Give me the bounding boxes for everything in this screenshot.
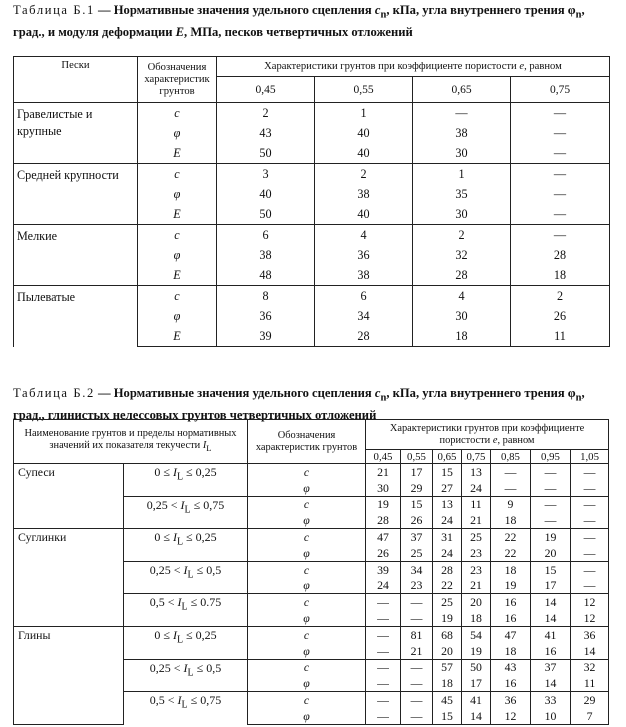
soil-name: Средней крупности [14,164,138,225]
value-cell: — [511,103,610,124]
value-cell: 2 [511,286,610,307]
value-cell: 22 [433,578,462,594]
symbol-cell: c [248,561,366,577]
value-cell: 3 [217,164,315,185]
soil-name: Суглинки [14,529,124,627]
table-row [14,464,609,480]
liquidity-range: $0,25 < I_L \le 0,75$ [124,496,248,529]
liquidity-range: $0,5 < I_L \le 0,75$ [124,692,248,725]
symbol-cell: E [138,326,217,347]
value-cell: 22 [491,545,531,561]
value-cell: — [571,545,609,561]
value-cell: 24 [433,545,462,561]
value-cell: 11 [511,326,610,347]
table2 [13,419,609,725]
table-row [14,286,610,307]
value-cell: 40 [217,184,315,204]
table2-head-e-value: 0,75 [462,450,491,464]
liquidity-range: $0 \le I_L \le 0,25$ [124,529,248,562]
table1-head-group: Характеристики грунтов при коэффициенте пористости e, равном [217,57,610,77]
table1-label: Таблица Б.1 [13,3,95,17]
table1-caption: Таблица Б.1 — Нормативные значения удельного сцепления $c_n$, кПа, угла внутреннего трения $\varphi_n$, град., и модуля деформации E, МПа, песков четвертичных отложений [13,3,585,40]
value-cell: 30 [413,306,511,326]
value-cell: 15 [531,561,571,577]
table2-head-e-value: 1,05 [571,450,609,464]
value-cell: 25 [401,545,433,561]
value-cell: 15 [401,496,433,512]
value-cell: 15 [433,464,462,480]
value-cell: 21 [462,512,491,528]
value-cell: 18 [491,643,531,659]
value-cell: 32 [571,659,609,675]
symbol-cell: φ [248,675,366,691]
symbol-cell: φ [248,708,366,724]
value-cell: — [366,594,401,610]
value-cell: 28 [366,512,401,528]
value-cell: 26 [511,306,610,326]
value-cell: 50 [217,204,315,225]
symbol-cell: E [138,143,217,164]
value-cell: 1 [315,103,413,124]
table2-head-e-value: 0,45 [366,450,401,464]
value-cell: 13 [462,464,491,480]
value-cell: 36 [315,245,413,265]
value-cell: — [511,204,610,225]
value-cell: 2 [315,164,413,185]
value-cell: — [511,123,610,143]
value-cell: 45 [433,692,462,708]
symbol-cell: c [248,692,366,708]
value-cell: — [366,643,401,659]
value-cell: 47 [491,626,531,642]
value-cell: 26 [401,512,433,528]
table-row [14,225,610,246]
symbol-cell: φ [248,578,366,594]
value-cell: 2 [413,225,511,246]
value-cell: — [366,610,401,626]
value-cell: 23 [462,545,491,561]
value-cell: 16 [491,675,531,691]
value-cell: 8 [217,286,315,307]
value-cell: 39 [217,326,315,347]
value-cell: — [366,675,401,691]
value-cell: 24 [462,480,491,496]
value-cell: 20 [433,643,462,659]
value-cell: 22 [491,529,531,545]
value-cell: — [571,464,609,480]
table2-head-e-value: 0,55 [401,450,433,464]
value-cell: 24 [366,578,401,594]
value-cell: 41 [531,626,571,642]
value-cell: 9 [491,496,531,512]
value-cell: — [571,512,609,528]
value-cell: — [531,464,571,480]
value-cell: 18 [511,265,610,286]
value-cell: — [511,225,610,246]
value-cell: 28 [315,326,413,347]
value-cell: 14 [531,594,571,610]
value-cell: 16 [491,610,531,626]
value-cell: — [491,464,531,480]
value-cell: 34 [315,306,413,326]
value-cell: 36 [571,626,609,642]
soil-name: Гравелистые и крупные [14,103,138,164]
symbol-cell: c [138,164,217,185]
symbol-cell: φ [248,480,366,496]
value-cell: — [571,480,609,496]
value-cell: 21 [366,464,401,480]
il-symbol: I [172,530,177,545]
value-cell: — [531,480,571,496]
value-cell: — [401,708,433,724]
value-cell: 19 [491,578,531,594]
value-cell: 40 [315,204,413,225]
value-cell: 14 [531,610,571,626]
symbol-cell: c [248,496,366,512]
table-row [14,164,610,185]
value-cell: — [413,103,511,124]
value-cell: 1 [413,164,511,185]
value-cell: 81 [401,626,433,642]
value-cell: 38 [315,184,413,204]
table2-head-e-value: 0,65 [433,450,462,464]
value-cell: 19 [531,529,571,545]
value-cell: 40 [315,123,413,143]
table1-head-e-value: 0,75 [511,77,610,103]
value-cell: 14 [571,643,609,659]
symbol-cell: c [248,659,366,675]
symbol-cell: φ [248,610,366,626]
value-cell: 26 [366,545,401,561]
value-cell: 18 [433,675,462,691]
il-symbol: I [172,627,177,642]
value-cell: 19 [462,643,491,659]
value-cell: 28 [511,245,610,265]
value-cell: — [366,708,401,724]
value-cell: 12 [491,708,531,724]
value-cell: 20 [462,594,491,610]
value-cell: 7 [571,708,609,724]
value-cell: 37 [531,659,571,675]
value-cell: 50 [462,659,491,675]
liquidity-range: $0 \le I_L \le 0,25$ [124,626,248,659]
value-cell: 11 [571,675,609,691]
table2-caption: Таблица Б.2 — Нормативные значения удельного сцепления $c_n$, кПа, угла внутреннего трения $\varphi_n$, град., глинистых нелессовых грунтов четвертичных отложений [13,386,585,423]
table2-head-e-value: 0,95 [531,450,571,464]
value-cell: — [571,496,609,512]
value-cell: 38 [315,265,413,286]
soil-name: Мелкие [14,225,138,286]
value-cell: 37 [401,529,433,545]
value-cell: 11 [462,496,491,512]
value-cell: — [366,626,401,642]
symbol-cell: E [138,204,217,225]
il-symbol: I [183,562,188,577]
value-cell: 21 [401,643,433,659]
symbol-cell: φ [138,245,217,265]
symbol-cell: c [138,103,217,124]
il-symbol: I [172,465,177,479]
value-cell: 6 [217,225,315,246]
il-symbol: I [177,693,182,708]
table1-head-designation: Обозначения характеристик грунтов [138,57,217,103]
symbol-cell: φ [138,123,217,143]
value-cell: — [401,675,433,691]
value-cell: — [511,143,610,164]
soil-name: Пылеватые [14,286,138,347]
value-cell: — [531,512,571,528]
value-cell: 17 [401,464,433,480]
value-cell: 41 [462,692,491,708]
value-cell: — [401,610,433,626]
value-cell: 47 [366,529,401,545]
table-row [14,103,610,124]
value-cell: 24 [433,512,462,528]
table2-head-designation: Обозначения характеристик грунтов [248,420,366,464]
value-cell: 29 [401,480,433,496]
value-cell: 38 [217,245,315,265]
value-cell: 18 [491,512,531,528]
value-cell: 32 [413,245,511,265]
value-cell: 36 [217,306,315,326]
table2-head-soil: Наименование грунтов и пределы нормативных значений их показателя текучести $I_L$ [14,420,248,464]
value-cell: 23 [462,561,491,577]
symbol-cell: φ [138,184,217,204]
symbol-cell: c [248,529,366,545]
value-cell: 23 [401,578,433,594]
value-cell: 10 [531,708,571,724]
soil-name: Глины [14,626,124,724]
value-cell: 38 [413,123,511,143]
il-symbol: I [183,660,188,675]
value-cell: 13 [433,496,462,512]
table1-head-soil: Пески [14,57,138,103]
value-cell: — [511,184,610,204]
value-cell: 25 [433,594,462,610]
value-cell: 30 [366,480,401,496]
value-cell: 18 [413,326,511,347]
symbol-cell: φ [248,512,366,528]
value-cell: 19 [366,496,401,512]
value-cell: 36 [491,692,531,708]
value-cell: 35 [413,184,511,204]
liquidity-range: $0,25 < I_L \le 0,5$ [124,561,248,594]
value-cell: 4 [315,225,413,246]
il-symbol: I [177,595,182,610]
symbol-cell: φ [248,643,366,659]
value-cell: 14 [462,708,491,724]
value-cell: 43 [217,123,315,143]
value-cell: 17 [531,578,571,594]
value-cell: 30 [413,204,511,225]
value-cell: 50 [217,143,315,164]
value-cell: 14 [531,675,571,691]
value-cell: 18 [462,610,491,626]
liquidity-range: $0,25 < I_L \le 0,5$ [124,659,248,692]
value-cell: 68 [433,626,462,642]
value-cell: — [571,561,609,577]
value-cell: 18 [491,561,531,577]
table1-head-e-value: 0,65 [413,77,511,103]
value-cell: 25 [462,529,491,545]
value-cell: — [401,692,433,708]
value-cell: — [401,659,433,675]
symbol-cell: E [138,265,217,286]
symbol-cell: φ [248,545,366,561]
table2-head-group: Характеристики грунтов при коэффициенте пористости e, равном [366,420,609,450]
value-cell: 2 [217,103,315,124]
il-symbol: I [180,497,185,512]
table1-head-e-value: 0,45 [217,77,315,103]
symbol-cell: c [138,286,217,307]
value-cell: 19 [433,610,462,626]
value-cell: 40 [315,143,413,164]
value-cell: 21 [462,578,491,594]
value-cell: 17 [462,675,491,691]
value-cell: — [366,659,401,675]
value-cell: — [571,578,609,594]
soil-name: Супеси [14,464,124,529]
symbol-cell: c [138,225,217,246]
value-cell: 29 [571,692,609,708]
value-cell: 15 [433,708,462,724]
value-cell: 16 [531,643,571,659]
value-cell: 57 [433,659,462,675]
table1-head-e-value: 0,55 [315,77,413,103]
value-cell: 4 [413,286,511,307]
value-cell: — [531,496,571,512]
value-cell: 28 [413,265,511,286]
symbol-cell: c [248,594,366,610]
value-cell: 34 [401,561,433,577]
value-cell: 39 [366,561,401,577]
table2-label: Таблица Б.2 [13,386,95,400]
symbol-cell: c [248,626,366,642]
table-row [14,529,609,545]
symbol-cell: c [248,464,366,480]
table2-head-e-value: 0,85 [491,450,531,464]
table1 [13,56,610,347]
value-cell: — [571,529,609,545]
symbol-cell: φ [138,306,217,326]
value-cell: 16 [491,594,531,610]
value-cell: — [511,164,610,185]
value-cell: 30 [413,143,511,164]
value-cell: 31 [433,529,462,545]
value-cell: 43 [491,659,531,675]
value-cell: 6 [315,286,413,307]
liquidity-range: $0 \le I_L \le 0,25$ [124,464,248,497]
value-cell: 12 [571,610,609,626]
value-cell: — [491,480,531,496]
table-row [14,626,609,642]
value-cell: 33 [531,692,571,708]
value-cell: 54 [462,626,491,642]
value-cell: — [401,594,433,610]
value-cell: 20 [531,545,571,561]
value-cell: — [366,692,401,708]
value-cell: 28 [433,561,462,577]
value-cell: 12 [571,594,609,610]
liquidity-range: $0,5 < I_L \le 0.75$ [124,594,248,627]
value-cell: 48 [217,265,315,286]
value-cell: 27 [433,480,462,496]
